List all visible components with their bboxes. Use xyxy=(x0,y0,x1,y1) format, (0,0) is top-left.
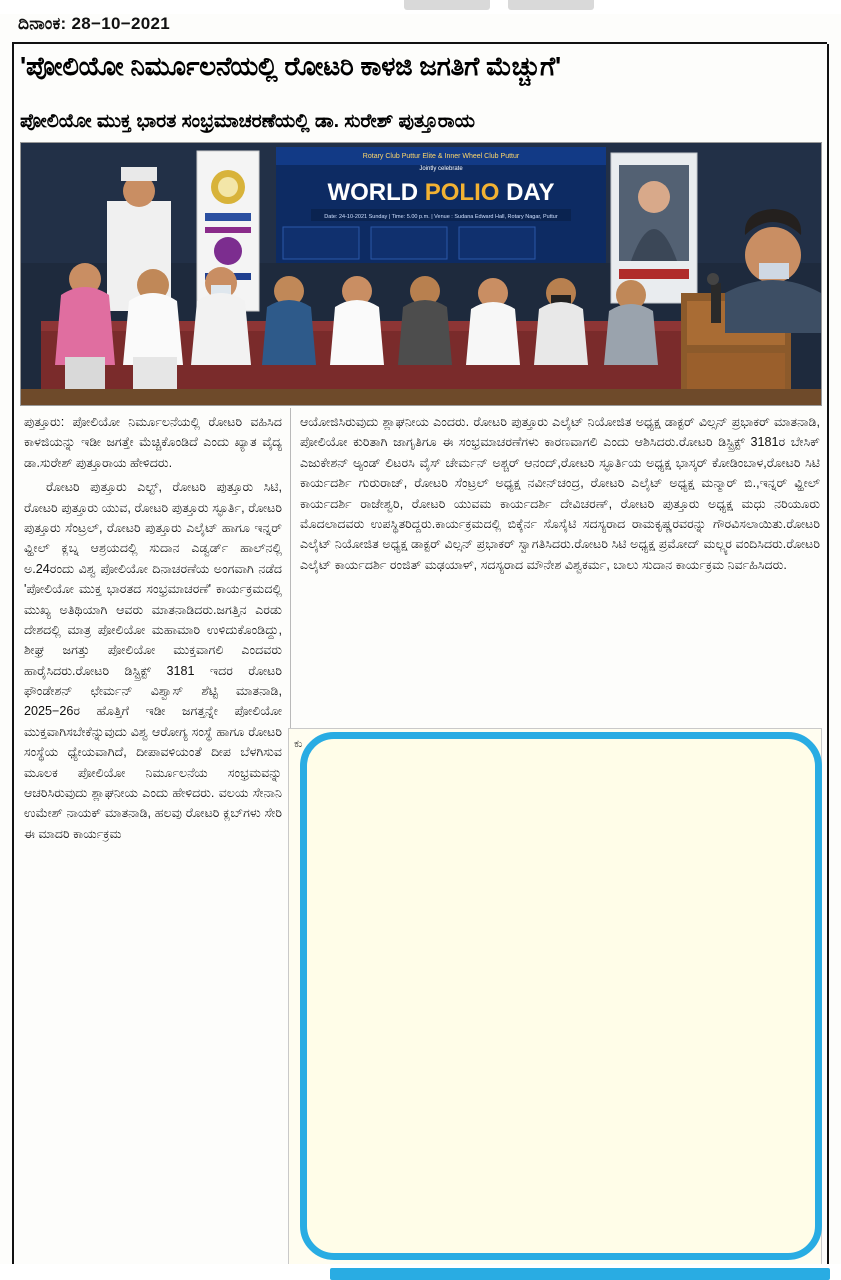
page-title: 'ಪೋಲಿಯೋ ನಿರ್ಮೂಲನೆಯಲ್ಲಿ ರೋಟರಿ ಕಾಳಜಿ ಜಗತಿಗೆ ಮೆಚ್ಚುಗೆ' xyxy=(20,51,561,81)
highlight-bottom-bar xyxy=(330,1268,830,1280)
lower-scrap-text: ಕು xyxy=(294,738,303,750)
svg-text:Jointly celebrate: Jointly celebrate xyxy=(419,166,463,172)
highlight-annotation xyxy=(300,732,822,1260)
svg-text:Date: 24-10-2021 Sunday | Time: Date: 24-10-2021 Sunday | Time: 5.00 p.m. | Venue : Sudana Edward Hall, Rotary Nagar, Puttur xyxy=(324,214,558,220)
page-border-left xyxy=(12,44,14,1270)
article-photo xyxy=(20,142,822,406)
article-column-right xyxy=(300,412,820,579)
svg-text:Rotary Club Puttur Elite & Inn: Rotary Club Puttur Elite & Inner Wheel Club Puttur xyxy=(362,153,520,160)
page-subtitle: ಪೋಲಿಯೋ ಮುಕ್ತ ಭಾರತ ಸಂಭ್ರಮಾಚರಣೆಯಲ್ಲಿ ಡಾ. ಸುರೇಶ್ ಪುತ್ತೂರಾಯ xyxy=(20,111,475,132)
header-rule xyxy=(12,42,827,44)
page-border-right xyxy=(827,44,829,1270)
bottom-strip xyxy=(0,1264,841,1280)
top-chip-right xyxy=(508,0,594,10)
paragraph: ಪುತ್ತೂರು: ಪೋಲಿಯೋ ನಿರ್ಮೂಲನೆಯಲ್ಲಿ ರೋಟರಿ ವಹಿಸಿದ ಕಾಳಜಿಯನ್ನು ಇಡೀ ಜಗತ್ತೇ ಮೆಚ್ಚಿಕೊಂಡಿದೆ ಎಂದು ಖ್ಯಾತ ವೈದ್ಯ ಡಾ.ಸುರೇಶ್ ಪುತ್ತೂರಾಯ ಹೇಳಿದರು. xyxy=(24,415,282,470)
paragraph: ರೋಟರಿ ಪುತ್ತೂರು ಎಲ್ಟ್, ರೋಟರಿ ಪುತ್ತೂರು ಸಿಟಿ, ರೋಟರಿ ಪುತ್ತೂರು ಯುವ, ರೋಟರಿ ಪುತ್ತೂರು ಸ್ಫೂರ್ತಿ, ರೋಟರಿ ಪುತ್ತೂರು ಸೆಂಟ್ರಲ್, ರೋಟರಿ ಪುತ್ತೂರು ಎಲೈಟ್ ಹಾಗೂ ಇನ್ನರ್ ವ್ಹೀಲ್ ಕ್ಲಬ್ನ ಆಶ್ರಯದಲ್ಲಿ ಸುದಾನ ಎಡ್ವರ್ಡ್ ಹಾಲ್‌ನಲ್ಲಿ ಅ.24ರಂದು ವಿಶ್ವ ಪೋಲಿಯೋ ದಿನಾಚರಣೆಯ ಅಂಗವಾಗಿ ನಡೆದ 'ಪೋಲಿಯೋ ಮುಕ್ತ ಭಾರತದ ಸಂಭ್ರಮಾಚರಣೆ' ಕಾರ್ಯಕ್ರಮದಲ್ಲಿ ಮುಖ್ಯ ಅತಿಥಿಯಾಗಿ ಆವರು ಮಾತನಾಡಿದರು.ಜಗತ್ತಿನ ಎರಡು ದೇಶದಲ್ಲಿ ಮಾತ್ರ ಪೋಲಿಯೋ ಮಹಾಮಾರಿ ಉಳಿದುಕೊಂಡಿದ್ದು, ಶೀಘ್ರ ಜಗತ್ತು ಪೋಲಿಯೋ ಮುಕ್ತವಾಗಲಿ ಎಂದವರು ಹಾರೈಸಿದರು.ರೋಟರಿ ಡಿಸ್ಟ್ರಿಕ್ಟ್ 3181 ಇದರ ರೋಟರಿ ಫೌಂಡೇಶನ್ ಛೇರ್ಮನ್ ವಿಶ್ವಾಸ್ ಶೆಟ್ಟಿ ಮಾತನಾಡಿ, 2025−26ರ ಹೊತ್ತಿಗೆ ಇಡೀ ಜಗತ್ತನ್ನೇ ಪೋಲಿಯೋ ಮುಕ್ತವಾಗಿಸಬೇಕೆನ್ನುವುದು ವಿಶ್ವ ಆರೋಗ್ಯ ಸಂಸ್ಥೆ ಹಾಗೂ ರೋಟರಿ ಸಂಸ್ಥೆಯ ಧ್ಯೇಯವಾಗಿದೆ, ದೀಪಾವಳಿಯಂತೆ ದೀಪ ಬೆಳಗಿಸುವ ಮೂಲಕ ಪೋಲಿಯೋ ನಿರ್ಮೂಲನೆಯ ಸಂಭ್ರಮವನ್ನು ಆಚರಿಸಿರುವುದು ಶ್ಲಾಘನೀಯ ಎಂದು ಹೇಳಿದರು. ವಲಯ ಸೇನಾನಿ ಉಮೇಶ್ ನಾಯಕ್ ಮಾತನಾಡಿ, ಹಲವು ರೋಟರಿ ಕ್ಲಬ್‌ಗಳು ಸೇರಿ ಈ ಮಾದರಿ ಕಾರ್ಯಕ್ರಮ xyxy=(24,480,282,841)
top-strip xyxy=(0,0,841,14)
top-chip-left xyxy=(404,0,490,10)
paragraph: ಆಯೋಜಿಸಿರುವುದು ಶ್ಲಾಘನೀಯ ಎಂದರು. ರೋಟರಿ ಪುತ್ತೂರು ಎಲೈಟ್ ನಿಯೋಜಿತ ಅಧ್ಯಕ್ಷ ಡಾಕ್ಟರ್ ವಿಲ್ಸನ್ ಪ್ರಭಾಕರ್ ಮಾತನಾಡಿ, ಪೋಲಿಯೋ ಕುರಿತಾಗಿ ಜಾಗೃತಿಗೂ ಈ ಸಂಭ್ರಮಾಚರಣೆಗಳು ಕಾರಣವಾಗಲಿ ಎಂದು ಆಶಿಸಿದರು.ರೋಟರಿ ಡಿಸ್ಟ್ರಿಕ್ಟ್ 3181ರ ಬೇಸಿಕ್ ಎಜುಕೇಶನ್ ಅ್ಯಂಡ್ ಲಿಟರಸಿ ವೈಸ್ ಚೇರ್ಮನ್ ಅಶ್ಚರ್ ಆನಂದ್,ರೋಟರಿ ಸ್ಫೂರ್ತಿಯ ಅಧ್ಯಕ್ಷ ಭಾಸ್ಕರ್ ಕೋಡಿಂಬಾಳ,ರೋಟರಿ ಸಿಟಿ ಕಾರ್ಯದರ್ಶಿ ಗುರುರಾಜ್, ರೋಟರಿ ಸೆಂಟ್ರಲ್ ಅಧ್ಯಕ್ಷ ನವೀನ್‌ಚಂದ್ರ, ರೋಟರಿ ಎಲೈಟ್ ಅಧ್ಯಕ್ಷ ಮನ್ಮಾರ್ ಬಿ.,ಇನ್ನರ್ ವ್ಹೀಲ್ ಕಾರ್ಯದರ್ಶಿ ರಾಜೇಶ್ವರಿ, ರೋಟರಿ ಯುವಮ ಕಾರ್ಯದರ್ಶಿ ದೇವಿಚರಣ್, ರೋಟರಿ ಪುತ್ತೂರು ಅಧ್ಯಕ್ಷ ಮಧು ನರಿಯೂರು ಮೊದಲಾದವರು ಉಪಸ್ಥಿತರಿದ್ದರು.ಕಾರ್ಯಕ್ರಮದಲ್ಲಿ ಬಿಕ್ಕೆರ್ನ ಸೊಸೈಟಿ ಸದಸ್ಯರಾದ ರಾಮಕೃಷ್ಣರವರನ್ನು ಗೌರವಿಸಲಾಯಿತು.ರೋಟರಿ ಎಲೈಟ್ ನಿಯೋಜಿತ ಅಧ್ಯಕ್ಷ ಡಾಕ್ಟರ್ ವಿಲ್ಸನ್ ಪ್ರಭಾಕರ್ ಸ್ವಾಗತಿಸಿದರು.ರೋಟರಿ ಸಿಟಿ ಅಧ್ಯಕ್ಷ ಪ್ರಮೋದ್ ಮಲ್ಲ್ಯರ ವಂದಿಸಿದರು.ರೋಟರಿ ಎಲೈಟ್ ಕಾರ್ಯದರ್ಶಿ ರಂಜಿತ್ ಮಢಯಾಳ್, ಸದಸ್ಯರಾದ ಮೌನೇಶ ವಿಶ್ವಕರ್ಮ, ಬಾಲು ಸುದಾನ ಕಾರ್ಯಕ್ರಮ ನಿರ್ವಹಿಸಿದರು. xyxy=(300,415,820,572)
svg-text:WORLD POLIO DAY: WORLD POLIO DAY xyxy=(327,179,555,206)
article-column-left xyxy=(24,412,282,848)
date-label: ದಿನಾಂಕ: 28−10−2021 xyxy=(18,14,170,33)
